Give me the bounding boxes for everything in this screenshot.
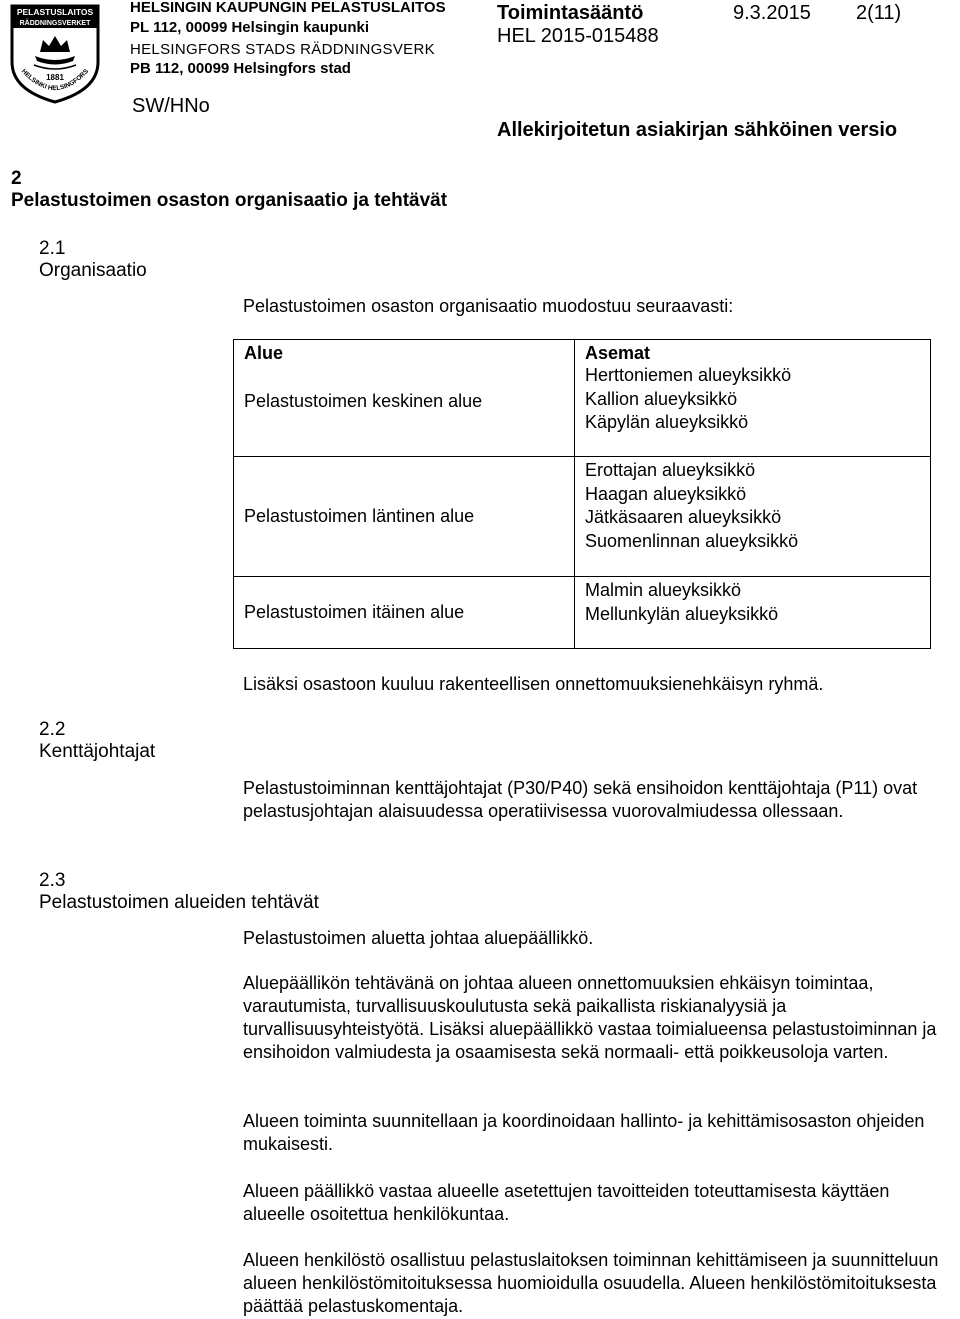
organisation-note: Lisäksi osastoon kuuluu rakenteellisen onnettomuuksienehkäisyn ryhmä.	[243, 674, 824, 694]
station-name: Suomenlinnan alueyksikkö	[585, 530, 799, 551]
organisation-intro: Pelastustoimen osaston organisaatio muodostuu seuraavasti:	[243, 296, 734, 316]
section-2-3-title: Pelastustoimen alueiden tehtävät	[39, 892, 319, 913]
doc-date: 9.3.2015	[733, 2, 811, 24]
area-name: Pelastustoimen itäinen alue	[244, 602, 465, 622]
table-row	[234, 577, 931, 649]
paragraph: Alueen toiminta suunnitellaan ja koordinoidaan hallinto- ja kehittämisosaston ohjeiden mukaisesti.	[243, 1111, 925, 1154]
field-commanders-paragraph: Pelastustoiminnan kenttäjohtajat (P30/P40) sekä ensihoidon kenttäjohtaja (P11) ovat pelastusjohtajan alaisuudessa operatiivisessa vuorovalmiudessa ollessaan.	[243, 778, 918, 821]
signature-note: Allekirjoitetun asiakirjan sähköinen versio	[497, 119, 898, 141]
logo-year: 1881	[46, 73, 64, 82]
section-2-number: 2	[11, 168, 22, 189]
section-2-title: Pelastustoimen osaston organisaatio ja tehtävät	[11, 190, 448, 211]
doc-type: Toimintasääntö	[497, 2, 644, 24]
doc-id: HEL 2015-015488	[497, 25, 659, 47]
organisation-table	[233, 339, 931, 649]
area-name: Pelastustoimen läntinen alue	[244, 506, 475, 526]
section-2-1-number: 2.1	[39, 238, 66, 259]
org-name-fi: HELSINGIN KAUPUNGIN PELASTUSLAITOS	[130, 0, 446, 16]
section-2-2-title: Kenttäjohtajat	[39, 741, 156, 762]
col-header-area: Alue	[244, 343, 284, 363]
station-name: Jätkäsaaren alueyksikkö	[585, 507, 782, 527]
page-number: 2(11)	[856, 2, 902, 24]
logo-city-text: HELSINKI HELSINGFORS	[19, 67, 91, 93]
table-row	[234, 340, 931, 457]
paragraph: Aluepäällikön tehtävänä on johtaa alueen onnettomuuksien ehkäisyn toimintaa, varautumista, turvallisuuskoulutusta sekä paikallista riskianalyysiä ja turvallisuusyhteistyötä. Lisäksi aluepäällikkö vastaa toimialueensa pelastustoiminnan ja ensihoidon valmiudesta ja osaamisesta sekä normaali- että poikkeusoloja varten.	[243, 973, 937, 1062]
station-name: Haagan alueyksikkö	[585, 483, 747, 504]
logo-text-2: RÄDDNINGSVERKET	[19, 20, 91, 27]
area-name: Pelastustoimen keskinen alue	[244, 391, 483, 411]
station-name: Malmin alueyksikkö	[585, 580, 742, 600]
paragraph: Alueen päällikkö vastaa alueelle asetettujen tavoitteiden toteuttamisesta käyttäen alueelle osoitettua henkilökuntaa.	[243, 1181, 890, 1224]
paragraph: Pelastustoimen aluetta johtaa aluepäällikkö.	[243, 928, 594, 948]
station-name: Käpylän alueyksikkö	[585, 412, 749, 432]
logo-text-1: PELASTUSLAITOS	[16, 7, 94, 17]
pelastuslaitos-logo	[8, 4, 102, 104]
paragraph: Alueen henkilöstö osallistuu pelastuslaitoksen toiminnan kehittämiseen ja suunnitteluun alueen henkilöstömitoituksessa huomioidulla osuudella. Alueen henkilöstömitoituksesta päättää pelastuskomentaja.	[243, 1250, 939, 1316]
col-header-stations: Asemat	[585, 343, 651, 363]
section-2-3-number: 2.3	[39, 870, 66, 891]
section-2-2-number: 2.2	[39, 719, 66, 740]
org-name-sv: HELSINGFORS STADS RÄDDNINGSVERK	[130, 41, 435, 58]
author-initials: SW/HNo	[132, 95, 210, 117]
station-name: Herttoniemen alueyksikkö	[585, 365, 792, 385]
station-name: Mellunkylän alueyksikkö	[585, 603, 779, 624]
station-name: Kallion alueyksikkö	[585, 388, 738, 409]
section-2-1-title: Organisaatio	[39, 260, 147, 281]
table-row	[234, 457, 931, 577]
station-name: Erottajan alueyksikkö	[585, 460, 756, 480]
org-address-sv: PB 112, 00099 Helsingfors stad	[130, 60, 351, 77]
org-address-fi: PL 112, 00099 Helsingin kaupunki	[130, 19, 369, 36]
